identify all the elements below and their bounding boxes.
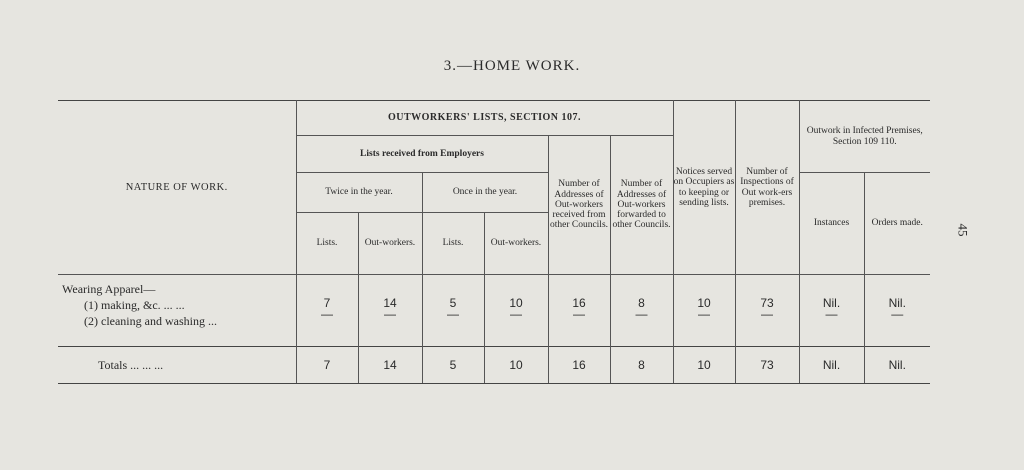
total-cell: 10 <box>673 347 735 384</box>
value-cell: 73 — <box>735 275 799 347</box>
inspections-header: Number of Inspections of Out work-ers premises. <box>735 101 799 275</box>
orders-made-header: Orders made. <box>864 173 930 275</box>
page-title: 3.—HOME WORK. <box>443 58 581 74</box>
value-cell: 10 — <box>484 275 548 347</box>
value-cell: 5 — <box>422 275 484 347</box>
total-cell: 73 <box>735 347 799 384</box>
notices-header: Notices served on Occupiers as to keeping or sending lists. <box>673 101 735 275</box>
totals-label: Totals ... ... ... <box>58 347 296 384</box>
cleaning-label: (2) cleaning and washing ... <box>84 314 217 329</box>
value-cell: Nil. — <box>864 275 930 347</box>
outworkers-lists-header: OUTWORKERS' LISTS, SECTION 107. <box>296 101 673 136</box>
total-cell: 16 <box>548 347 610 384</box>
total-cell: 5 <box>422 347 484 384</box>
once-in-year-header: Once in the year. <box>422 173 548 213</box>
addresses-forwarded-header: Number of Addresses of Out-workers forwarded to other Councils. <box>610 136 673 275</box>
total-cell: 10 <box>484 347 548 384</box>
infected-premises-header: Outwork in Infected Premises, Section 109 110. <box>799 101 930 173</box>
value-cell: Nil. — <box>799 275 864 347</box>
value-cell: 10 — <box>673 275 735 347</box>
group-label: Wearing Apparel— <box>62 282 156 296</box>
wearing-apparel-label <box>58 275 296 347</box>
twice-outworkers-header: Out-workers. <box>358 213 422 275</box>
twice-in-year-header: Twice in the year. <box>296 173 422 213</box>
addresses-received-header: Number of Addresses of Out-workers received from other Councils. <box>548 136 610 275</box>
once-lists-header: Lists. <box>422 213 484 275</box>
page-number: 45 <box>955 223 971 237</box>
total-cell: 7 <box>296 347 358 384</box>
value-cell: 8 — <box>610 275 673 347</box>
home-work-table <box>58 100 930 384</box>
total-cell: Nil. <box>864 347 930 384</box>
value-cell: 14 — <box>358 275 422 347</box>
making-label: (1) making, &c. ... ... <box>84 298 185 313</box>
value-cell: 16 — <box>548 275 610 347</box>
total-cell: 14 <box>358 347 422 384</box>
instances-header: Instances <box>799 173 864 275</box>
total-cell: 8 <box>610 347 673 384</box>
value-cell: 7 — <box>296 275 358 347</box>
once-outworkers-header: Out-workers. <box>484 213 548 275</box>
twice-lists-header: Lists. <box>296 213 358 275</box>
lists-received-header: Lists received from Employers <box>296 136 548 173</box>
total-cell: Nil. <box>799 347 864 384</box>
nature-of-work-header: NATURE OF WORK. <box>58 101 296 275</box>
